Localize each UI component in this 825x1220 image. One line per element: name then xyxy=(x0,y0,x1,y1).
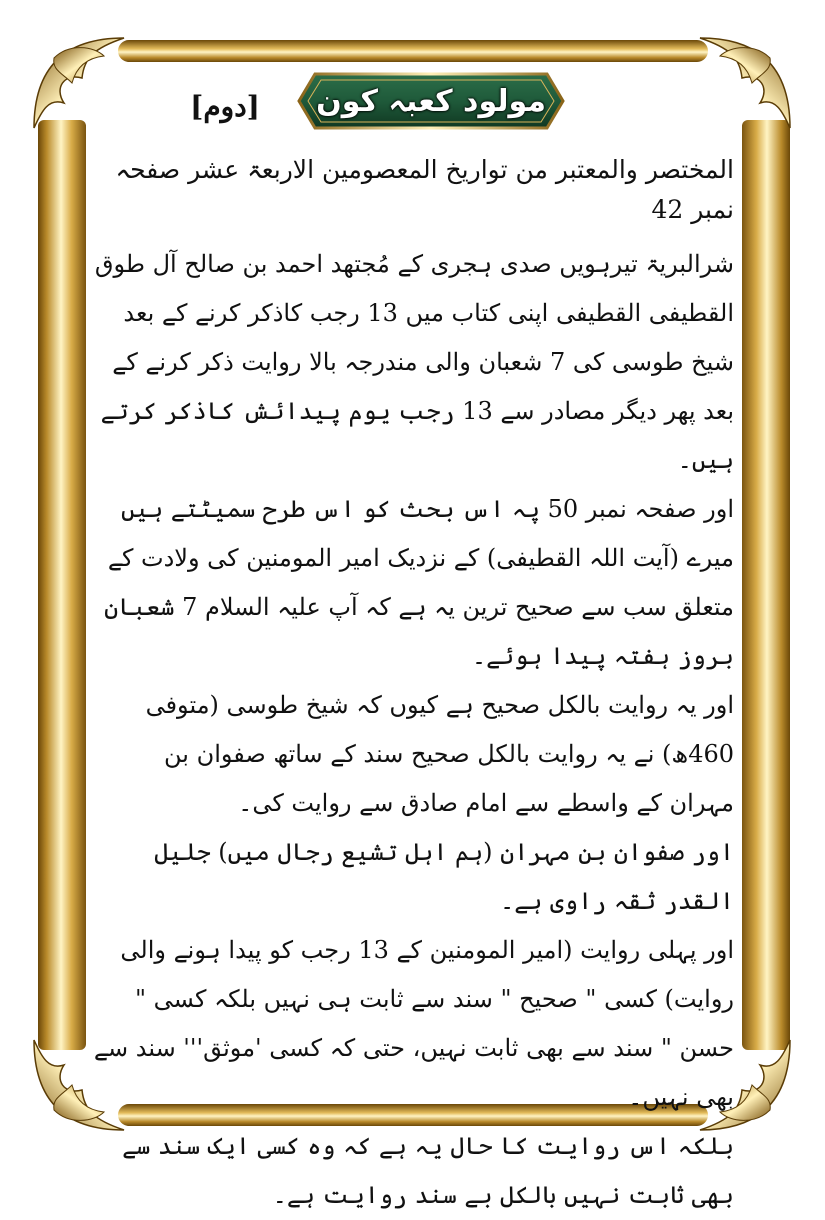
paragraph: شرالبریۃ تیرہویں صدی ہجری کے مُجتھد احمد بن صالح آل طوق القطیفی القطیفی اپنی کتاب میں 13 رجب کاذکر کرنے کے بعد شیخ طوسی کی 7 شعبان والی مندرجہ بالا روایت ذکر کرنے کے بعد پھر دیگر مصادر سے 13 رجب یوم پیدائش کاذکر کرتے ہیں۔ xyxy=(94,250,734,474)
paragraph: میرے (آیت اللہ القطیفی) کے نزدیک امیر المومنین کی ولادت کے متعلق سب سے صحیح ترین یہ ہے کہ آپ علیہ السلام 7 شعبان بروز ہفتہ پیدا ہوئے۔ xyxy=(104,544,734,670)
title-row xyxy=(92,72,734,138)
frame-left-bar xyxy=(38,120,86,1050)
part-label: [دوم] xyxy=(190,89,260,123)
paragraph: اور یہ روایت بالکل صحیح ہے کیوں کہ شیخ طوسی (متوفی 460ھ) نے یہ روایت بالکل صحیح سند کے ساتھ صفوان بن مہران کے واسطے سے امام صادق سے روایت کی۔ xyxy=(145,691,734,817)
frame-top-bar xyxy=(118,40,708,62)
title-badge xyxy=(297,72,565,130)
paragraph: اور پہلی روایت (امیر المومنین کے 13 رجب کو پیدا ہونے والی روایت) کسی " صحیح " سند سے ثابت ہی نہیں بلکہ کسی " حسن " سند سے بھی ثابت نہیں، حتی کہ کسی 'موثق''' سند سے بھی نہیں۔ xyxy=(93,936,734,1111)
paragraph: اور صفحہ نمبر 50 پہ اس بحث کو اس طرح سمیٹتے ہیں xyxy=(120,495,734,523)
page-content xyxy=(92,72,734,1209)
reference-heading: المختصر والمعتبر من تواریخ المعصومین الاربعۃ عشر صفحہ نمبر 42 xyxy=(115,155,734,224)
paragraph: بلکہ اس روایت کا حال یہ ہے کہ وہ کسی ایک سند سے بھی ثابت نہیں بالکل بے سند روایت ہے۔ xyxy=(122,1132,734,1209)
paragraph: اور صفوان بن مہران (ہم اہل تشیع رجال میں) جلیل القدر ثقہ راوی ہے۔ xyxy=(154,838,734,915)
page-title: مولود کعبہ کون xyxy=(316,83,546,119)
frame-right-bar xyxy=(742,120,790,1050)
